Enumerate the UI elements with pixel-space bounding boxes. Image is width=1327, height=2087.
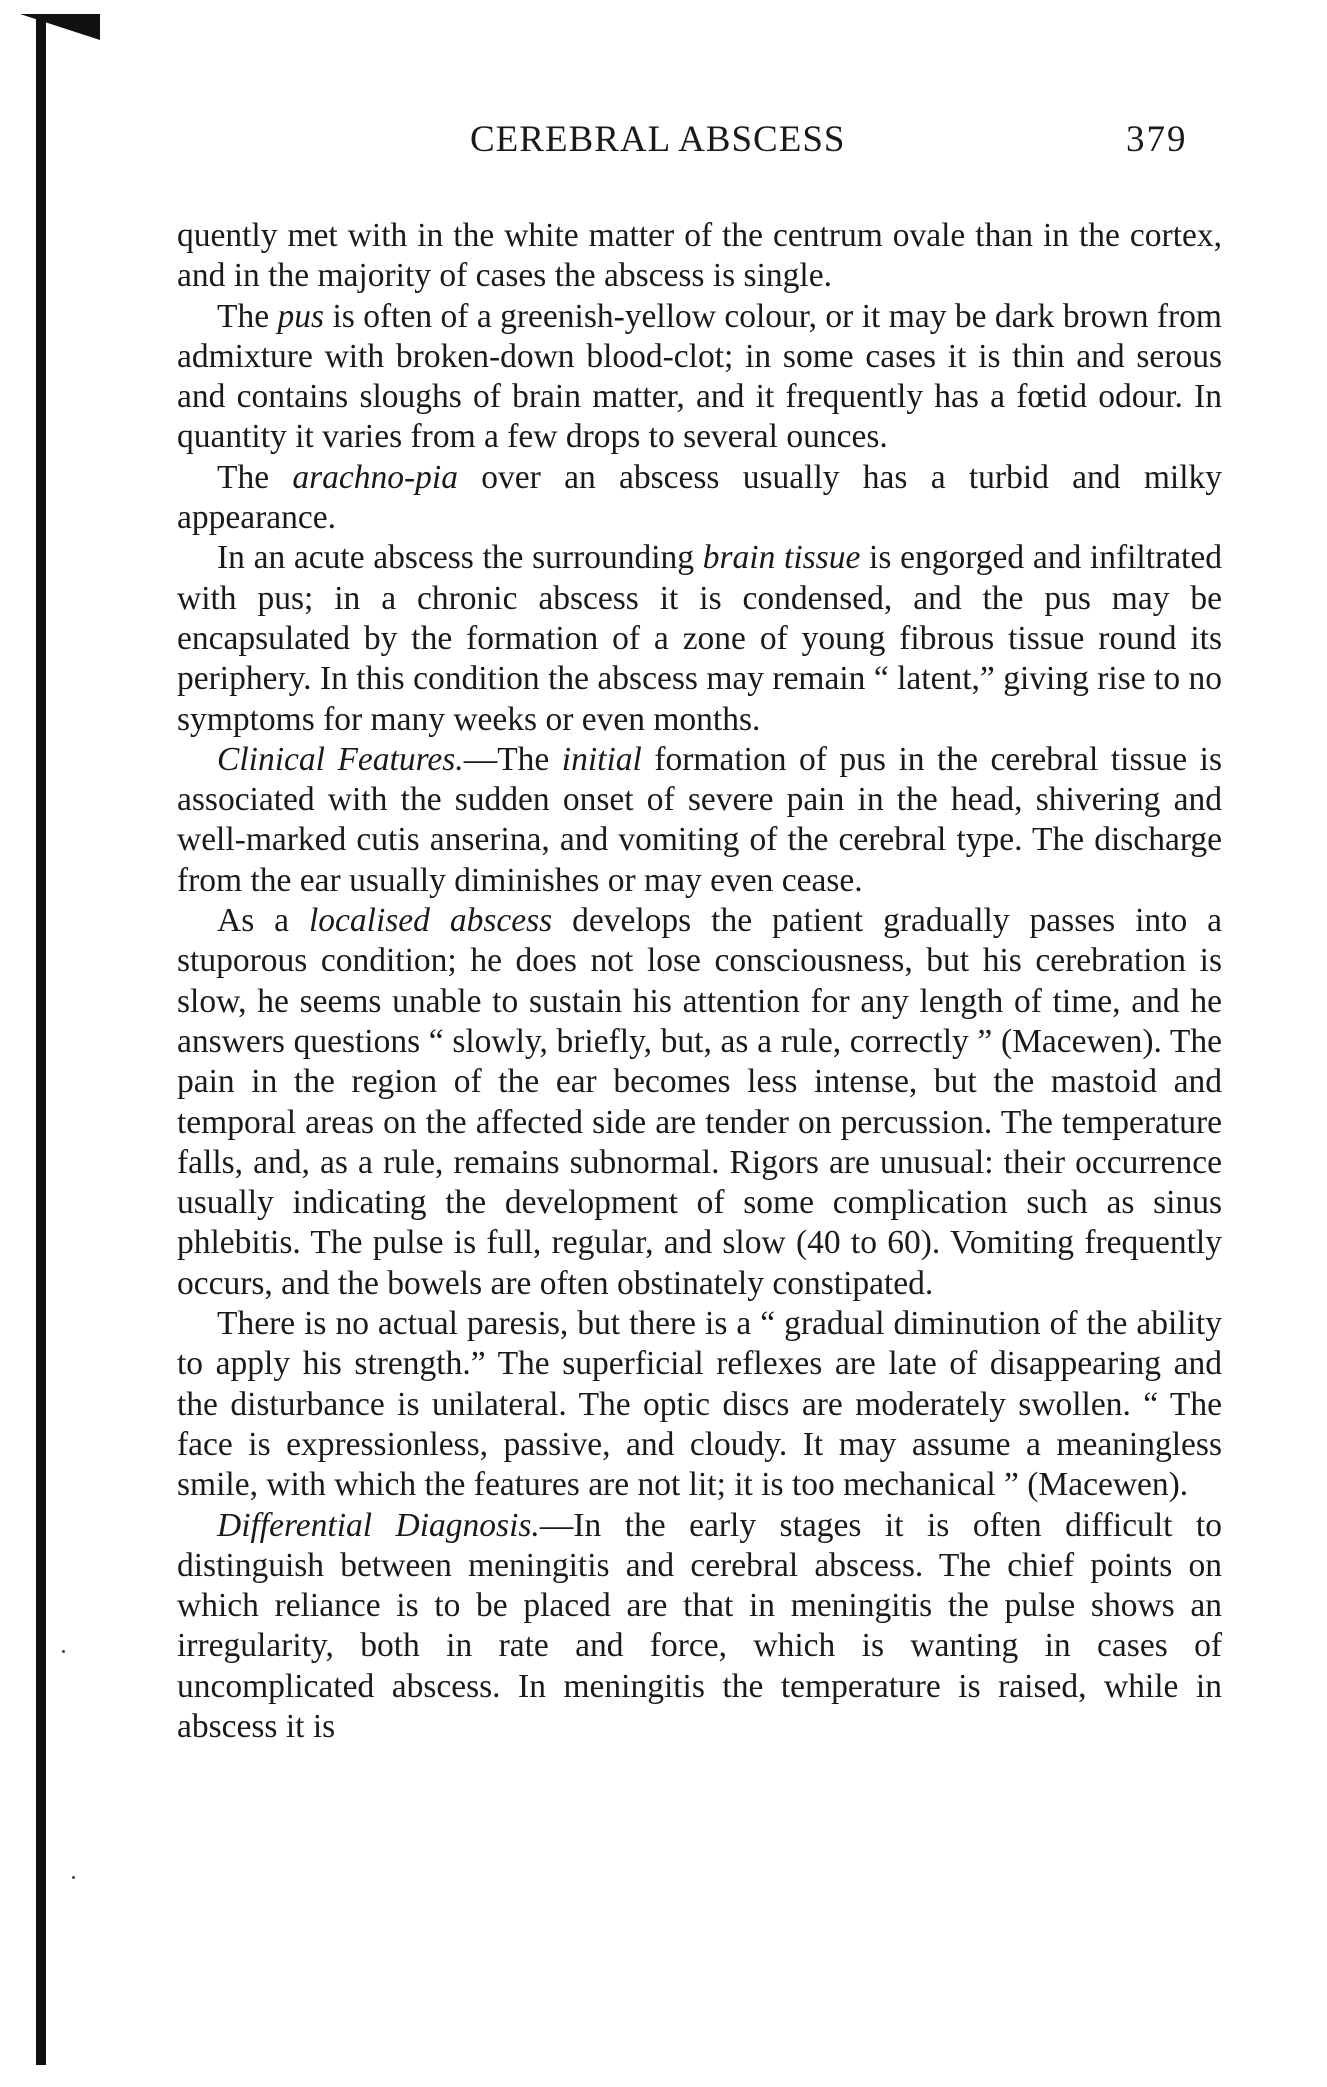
text-run: —In the early stages it is often difficult to distinguish between meningitis and cerebral abscess. The chief points on which reliance is to be placed are that in meningitis the pulse shows an irregularity, both in rate and force, which is wanting in cases of uncomplicated abscess. In meningitis the temperature is raised, while in abscess it is bbox=[177, 1506, 1222, 1745]
text-run: formation of pus in the cerebral tissue is associated with the sudden onset of severe pain in the head, shivering and well-marked cutis anserina, and vomiting of the cerebral type. The discharge from the ear usually diminishes or may even cease. bbox=[177, 740, 1222, 899]
paragraph bbox=[177, 1304, 1222, 1505]
text-run: As a bbox=[217, 902, 309, 940]
paragraph bbox=[177, 901, 1222, 1304]
text-run: There is no actual paresis, but there is a “ gradual diminution of the ability to apply his strength.” The superficial reflexes are late of disappearing and the disturbance is unilateral. The optic discs are moderately swollen. “ The face is expressionless, passive, and cloudy. It may assume a meaningless smile, with which the features are not lit; it is too mechanical ” (Macewen). bbox=[177, 1305, 1222, 1504]
running-title: CEREBRAL ABSCESS bbox=[470, 119, 846, 160]
text-run: quently met with in the white matter of the centrum ovale than in the cortex, and in the majority of cases the abscess is single. bbox=[177, 217, 1222, 295]
paragraph bbox=[177, 1506, 1222, 1748]
text-run: develops the patient gradually passes into a stuporous condition; he does not lose consciousness, but his cerebration is slow, he seems unable to sustain his attention for any length of time, and he answers questions “ slowly, briefly, but, as a rule, correctly ” (Macewen). The pain in the region of the ear becomes less intense, but the mastoid and temporal areas on the affected side are tender on percussion. The temperature falls, and, as a rule, remains subnormal. Rigors are unusual: their occurrence usually indicating the development of some complication such as sinus phlebitis. The pulse is full, regular, and slow (40 to 60). Vomiting frequently occurs, and the bowels are often obstinately constipated. bbox=[177, 902, 1222, 1302]
text-run: The bbox=[217, 297, 278, 335]
italic-term: arachno-pia bbox=[292, 458, 458, 496]
paragraph bbox=[177, 538, 1222, 739]
italic-term: Clinical Features. bbox=[217, 740, 464, 778]
scan-speck bbox=[72, 1876, 75, 1879]
paragraph bbox=[177, 216, 1222, 297]
text-run: —The bbox=[463, 740, 562, 778]
text-run: is engorged and infiltrated with pus; in a chronic abscess it is condensed, and the pus may be encapsulated by the formation of a zone of young fibrous tissue round its periphery. In this condition the abscess may remain “ latent,” giving rise to no symptoms for many weeks or even months. bbox=[177, 539, 1222, 738]
italic-term: initial bbox=[561, 740, 642, 778]
italic-term: localised abscess bbox=[308, 902, 553, 940]
body-text bbox=[177, 216, 1222, 1747]
text-run: The bbox=[217, 458, 293, 496]
text-run: over an abscess usually has a turbid and milky appearance. bbox=[177, 458, 1222, 537]
italic-term: Differential Diagnosis. bbox=[217, 1506, 540, 1544]
italic-term: pus bbox=[277, 297, 325, 335]
page-number: 379 bbox=[1126, 119, 1188, 160]
binding-edge bbox=[36, 18, 46, 2065]
paragraph bbox=[177, 458, 1222, 539]
scan-speck bbox=[62, 1650, 65, 1653]
text-run: In an acute abscess the surrounding bbox=[217, 539, 703, 577]
binding-edge-flare bbox=[20, 14, 100, 40]
paragraph bbox=[177, 297, 1222, 458]
text-run: is often of a greenish-yellow colour, or it may be dark brown from admixture with broken-down blood-clot; in some cases it is thin and serous and contains sloughs of brain matter, and it frequently has a fœtid odour. In quantity it varies from a few drops to several ounces. bbox=[177, 297, 1222, 456]
italic-term: brain tissue bbox=[702, 539, 861, 577]
page-header bbox=[0, 118, 1327, 168]
paragraph bbox=[177, 740, 1222, 901]
